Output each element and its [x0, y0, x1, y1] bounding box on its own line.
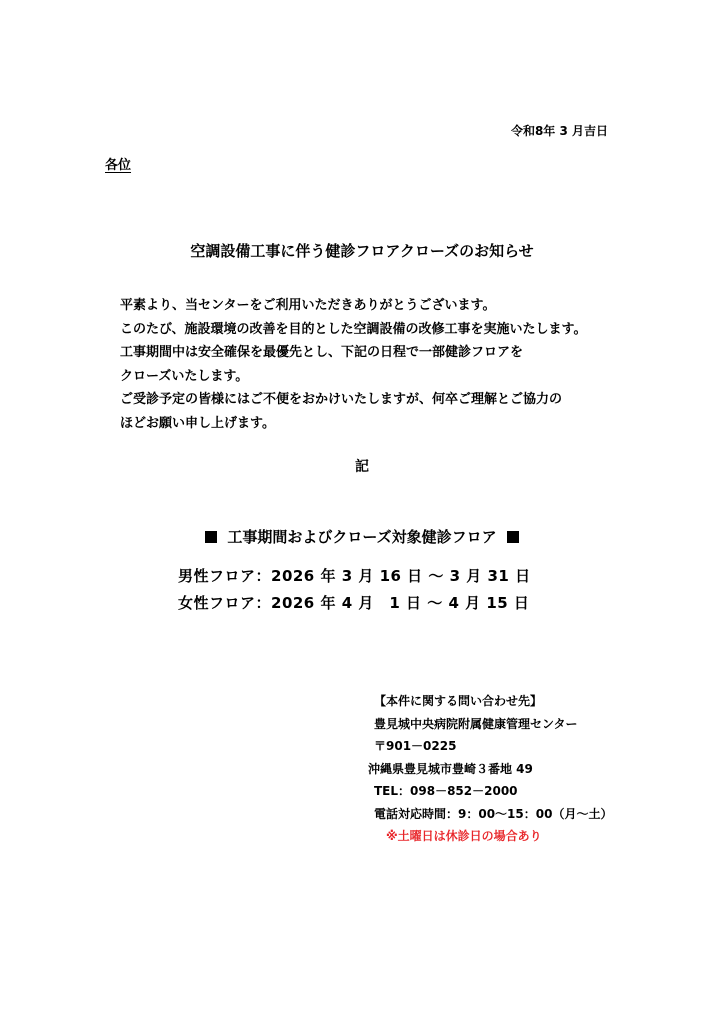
addressee: 各位 — [105, 158, 132, 173]
schedule-women-floor: 女性フロア：2026 年 4 月 1 日 ～ 4 月 15 日 — [178, 594, 530, 612]
body-line: 工事期間中は安全確保を最優先とし、下記の日程で一部健診フロアを — [120, 345, 524, 360]
section-heading-text: 工事期間およびクローズ対象健診フロア — [227, 528, 497, 546]
body-line: ご受診予定の皆様にはご不便をおかけいたしますが、何卒ご理解とご協力の — [120, 392, 563, 407]
contact-address: 沖縄県豊見城市豊崎３番地 49 — [368, 761, 533, 776]
body-line: ほどお願い申し上げます。 — [120, 415, 275, 431]
body-line: 平素より、当センターをご利用いただきありがとうございます。 — [120, 298, 496, 313]
contact-hours: 電話対応時間：9：00～15：00（月～土） — [374, 806, 613, 821]
contact-header: 【本件に関する問い合わせ先】 — [374, 694, 543, 708]
contact-tel: TEL：098－852－2000 — [374, 784, 518, 798]
contact-block — [368, 690, 612, 848]
ki-heading: 記 — [355, 459, 369, 475]
section-heading — [0, 526, 724, 547]
black-square-icon — [205, 531, 217, 543]
body-line: クローズいたします。 — [120, 368, 249, 384]
schedule-men-floor: 男性フロア：2026 年 3 月 16 日 ～ 3 月 31 日 — [178, 567, 531, 585]
notice-body — [120, 294, 586, 435]
black-square-icon — [507, 531, 519, 543]
contact-postal: 〒901－0225 — [374, 739, 457, 753]
body-line: このたび、施設環境の改善を目的とした空調設備の改修工事を実施いたします。 — [120, 321, 587, 337]
notice-title: 空調設備工事に伴う健診フロアクローズのお知らせ — [190, 242, 534, 260]
contact-note: ※土曜日は休診日の場合あり — [386, 829, 542, 843]
contact-org: 豊見城中央病院附属健康管理センター — [374, 716, 578, 731]
document-date: 令和8年 3 月吉日 — [510, 124, 608, 138]
